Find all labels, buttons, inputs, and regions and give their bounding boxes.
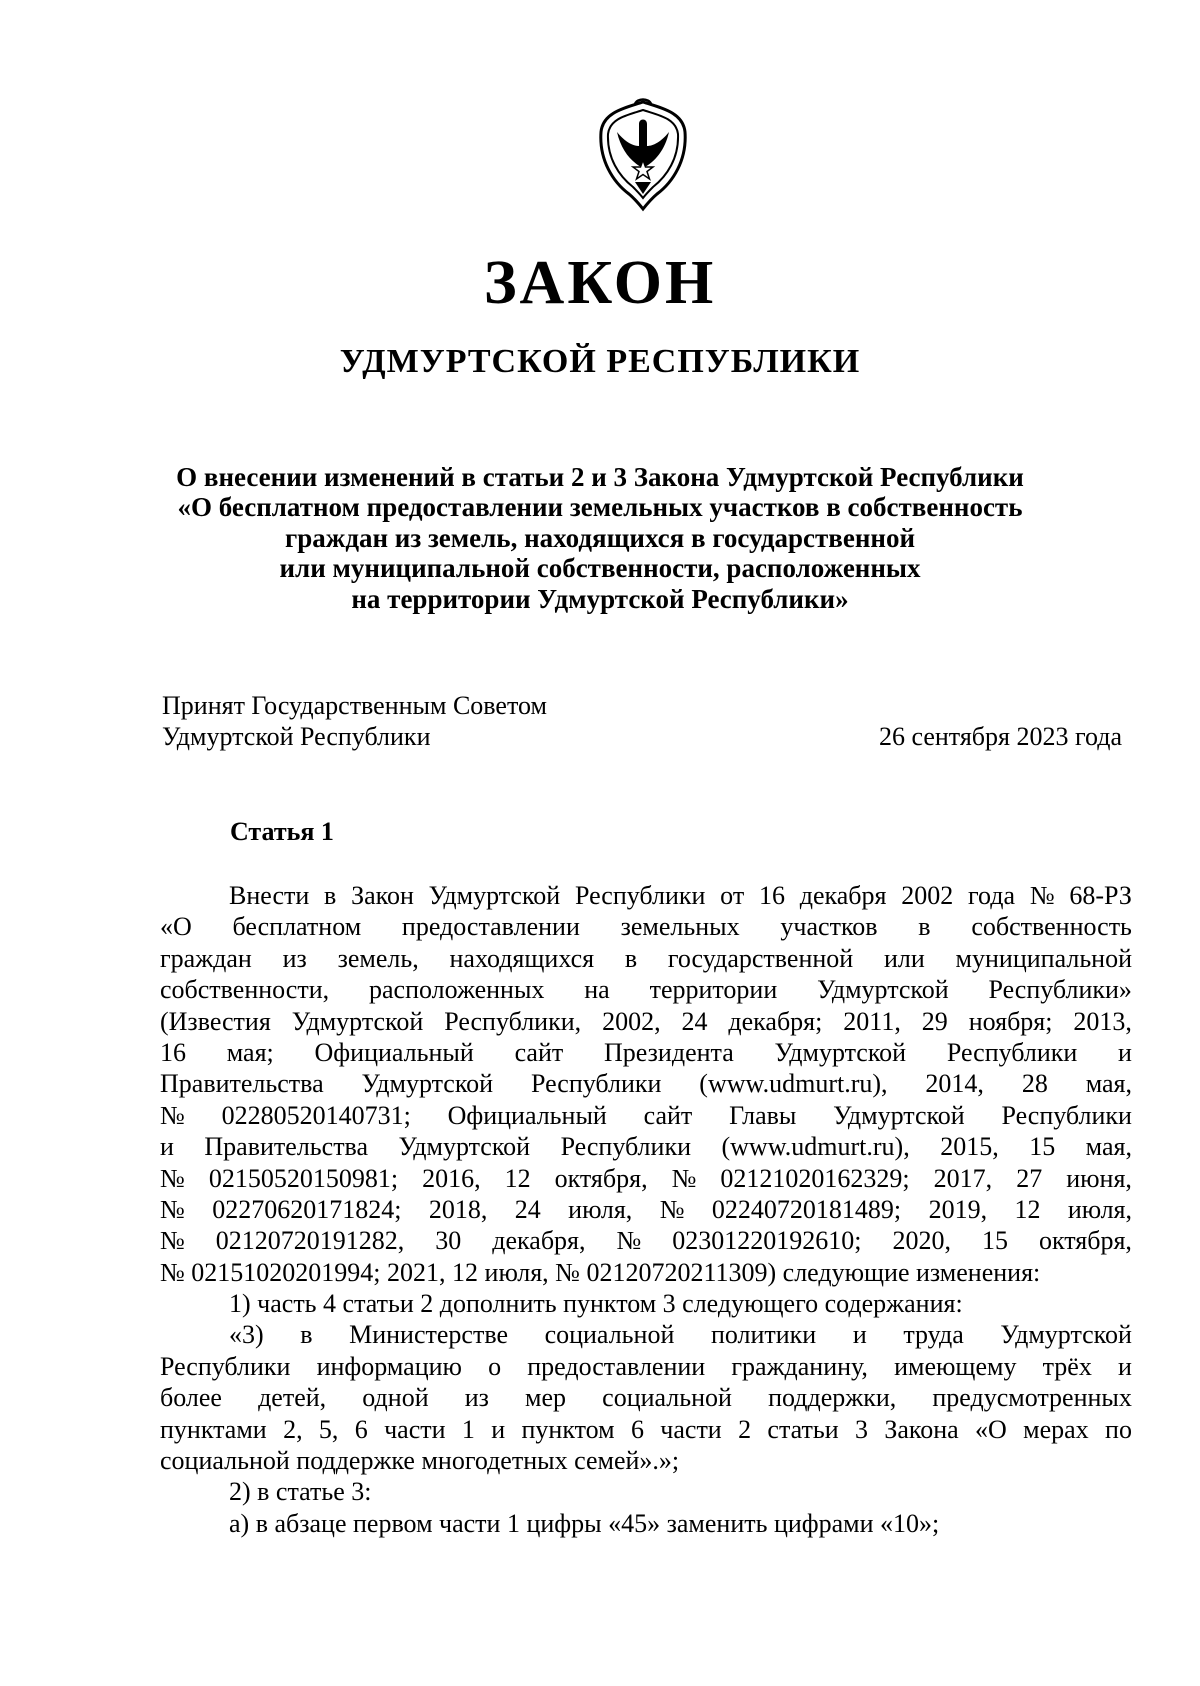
article-word: Удмуртской (291, 1006, 424, 1036)
article-word: Республики, (444, 1006, 582, 1036)
article-line-text: 1) часть 4 статьи 2 дополнить пунктом 3 следующего содержания: (229, 1289, 963, 1319)
article-word: 24 (514, 1194, 541, 1224)
article-line-text: социальной поддержке многодетных семей».»; (160, 1446, 680, 1476)
article-word: июля, (568, 1194, 633, 1224)
article-word: октября, (1038, 1226, 1132, 1256)
article-word: 02121020162329; (720, 1163, 910, 1193)
article-word: трёх (1042, 1351, 1092, 1381)
article-word: в (324, 881, 337, 910)
article-word: Удмуртской (361, 1069, 494, 1099)
article-word: Министерстве (349, 1320, 508, 1350)
article-word: 5, (318, 1414, 339, 1444)
article-word: в (918, 912, 931, 942)
article-word: 12 (1014, 1194, 1041, 1224)
article-word: 02270620171824; (212, 1194, 402, 1224)
article-word: 3 (854, 1414, 868, 1444)
article-word: пунктом (521, 1414, 615, 1444)
article-word: (www.udmurt.ru), (721, 1132, 910, 1162)
article-word: земельных (620, 912, 740, 942)
article-word: территории (649, 975, 778, 1005)
article-word: 2, (283, 1414, 303, 1444)
article-word: о (488, 1351, 502, 1381)
article-line (160, 880, 1132, 911)
article-word: Удмуртской (428, 881, 561, 910)
article-word: имеющему (894, 1351, 1017, 1381)
article-word: 24 (681, 1006, 708, 1036)
article-word: расположенных (368, 975, 545, 1005)
law-heading-line: О внесении изменений в статьи 2 и 3 Закона Удмуртской Республики (176, 462, 1024, 492)
article-word: 02150520150981; (208, 1163, 399, 1193)
article-word: 16 (160, 1037, 186, 1067)
adoption-line: Удмуртской Республики (162, 722, 431, 751)
article-word: 15 (981, 1226, 1008, 1256)
article-word: июля, (1067, 1194, 1132, 1224)
article-word: бесплатном (232, 912, 362, 942)
article-word: Президента (604, 1037, 734, 1067)
article-word: 6 (630, 1414, 644, 1444)
article-line-text: а) в абзаце первом части 1 цифры «45» заменить цифрами «10»; (229, 1508, 940, 1538)
article-title: Статья 1 (230, 817, 334, 846)
article-word: Республики (946, 1037, 1078, 1067)
article-word: мая, (1085, 1069, 1132, 1099)
article-word: на (584, 975, 610, 1005)
article-word: муниципальной (955, 943, 1132, 973)
article-word: Закона (884, 1414, 959, 1444)
document-subtitle: УДМУРТСКОЙ РЕСПУБЛИКИ (339, 343, 861, 380)
article-word: № (160, 1163, 185, 1193)
article-word: Официальный (314, 1037, 474, 1067)
article-word: 2 (738, 1414, 752, 1444)
article-word: 2020, (892, 1226, 951, 1256)
article-word: сайт (514, 1037, 564, 1067)
article-word: 2014, (925, 1069, 984, 1099)
article-word: Главы (729, 1100, 797, 1130)
article-word: информацию (316, 1351, 462, 1381)
article-word: по (1105, 1414, 1132, 1444)
law-heading-line: на территории Удмуртской Республики» (351, 583, 849, 614)
article-line (160, 974, 1132, 1005)
article-word: 16 (758, 881, 785, 910)
article-word: предоставлении (401, 912, 580, 942)
article-word: поддержки, (768, 1383, 897, 1413)
law-heading-line: граждан из земель, находящихся в государственной (284, 522, 916, 553)
article-word: 2002, (602, 1006, 661, 1036)
article-word: Правительства (160, 1069, 324, 1099)
article-word: социальной (544, 1320, 675, 1350)
article-word: № (616, 1226, 642, 1256)
article-line (160, 1288, 1132, 1319)
article-word: № (160, 1100, 185, 1130)
document-title: ЗАКОН (483, 249, 717, 317)
article-word: № (659, 1194, 685, 1224)
article-line (160, 1131, 1132, 1162)
article-word: Внести (229, 881, 310, 910)
adoption-date: 26 сентября 2023 года (878, 722, 1122, 751)
article-word: «3) (229, 1320, 264, 1350)
article-line (160, 1414, 1132, 1445)
article-word: Правительства (204, 1132, 369, 1162)
article-word: земель, (337, 943, 419, 973)
article-word: 02301220192610; (672, 1226, 862, 1256)
article-line (160, 1068, 1132, 1099)
article-word: из (282, 943, 307, 973)
article-word: 6 (354, 1414, 368, 1444)
adoption-info (162, 690, 547, 752)
article-word: Закон (351, 881, 414, 910)
article-word: в (300, 1320, 313, 1350)
article-word: 30 (435, 1226, 462, 1256)
article-word: гражданину, (731, 1351, 868, 1381)
article-word: 12 (504, 1163, 531, 1193)
article-line (160, 1225, 1132, 1256)
article-word: декабря (799, 881, 887, 910)
article-word: октября, (554, 1163, 648, 1193)
article-word: более (160, 1383, 222, 1413)
article-line (160, 911, 1132, 942)
article-word: № (1029, 881, 1055, 910)
law-heading-line: или муниципальной собственности, расположенных (279, 553, 921, 584)
article-word: Республики» (988, 975, 1132, 1005)
article-word: 68-РЗ (1069, 881, 1132, 910)
article-word: 27 (1016, 1163, 1043, 1193)
article-word: (Известия (160, 1006, 271, 1036)
article-word: Удмуртской (774, 1037, 907, 1067)
article-word: предусмотренных (932, 1383, 1132, 1413)
article-word: 2019, (928, 1194, 988, 1224)
article-line-text: № 02151020201994; 2021, 12 июля, № 02120720211309) следующие изменения: (160, 1257, 1041, 1287)
article-word: 28 (1021, 1069, 1048, 1099)
article-word: 2018, (428, 1194, 488, 1224)
article-word: Удмуртской (398, 1132, 531, 1162)
article-word: (www.udmurt.ru), (699, 1069, 888, 1099)
article-line-text: 2) в статье 3: (229, 1477, 372, 1507)
article-word: участков (780, 912, 878, 942)
article-word: собственность (971, 912, 1132, 942)
article-word: 2015, (940, 1132, 999, 1162)
article-word: одной (362, 1383, 429, 1413)
article-line (160, 1476, 1132, 1507)
article-word: сайт (643, 1100, 693, 1130)
article-word: 2013, (1073, 1006, 1132, 1036)
article-word: 1 (461, 1414, 475, 1444)
article-word: пунктами (160, 1414, 267, 1444)
article-line (160, 1351, 1132, 1382)
law-heading-line: «О бесплатном предоставлении земельных участков в собственность (177, 492, 1023, 523)
article-word: государственной (667, 943, 854, 973)
article-line (160, 1445, 1132, 1476)
article-word: политики (710, 1320, 817, 1350)
article-word: Республики (530, 1069, 662, 1099)
article-word: «О (160, 912, 192, 942)
article-word: и (491, 1414, 506, 1444)
article-word: или (883, 943, 925, 973)
article-word: 2017, (933, 1163, 993, 1193)
article-word: Удмуртской (833, 1100, 965, 1130)
article-word: Республики (1001, 1100, 1132, 1130)
article-line (160, 1194, 1132, 1225)
udmurt-coat-of-arms-icon (595, 98, 691, 212)
article-word: от (720, 881, 745, 910)
article-line (160, 1319, 1132, 1350)
article-word: Республики (574, 881, 706, 910)
article-word: 02240720181489; (711, 1194, 902, 1224)
article-word: 02280520140731; (221, 1100, 411, 1130)
article-word: находящихся (449, 943, 595, 973)
article-word: Удмуртской (1000, 1320, 1132, 1350)
article-word: Удмуртской (817, 975, 949, 1005)
article-word: 2002 (901, 881, 954, 910)
article-line (160, 1100, 1132, 1131)
adoption-line: Принят Государственным Советом (162, 691, 547, 720)
article-word: детей, (258, 1383, 327, 1413)
article-word: декабря, (492, 1226, 586, 1256)
article-word: части (660, 1414, 722, 1444)
article-word: предоставлении (527, 1351, 706, 1381)
article-word: года (968, 881, 1016, 910)
article-body (160, 880, 1132, 1539)
article-word: Республики (560, 1132, 691, 1162)
article-line (160, 1508, 1132, 1539)
article-word: 2011, (843, 1006, 901, 1036)
article-line (160, 1006, 1132, 1037)
article-line (160, 943, 1132, 974)
article-word: 02120720191282, (215, 1226, 405, 1256)
article-word: мая; (226, 1037, 274, 1067)
article-word: июня, (1066, 1163, 1132, 1193)
article-word: мер (525, 1383, 567, 1413)
article-word: № (160, 1226, 185, 1256)
article-line (160, 1163, 1132, 1194)
article-word: из (464, 1383, 489, 1413)
article-word: 29 (921, 1006, 948, 1036)
article-word: «О (975, 1414, 1007, 1444)
article-word: в (624, 943, 638, 973)
article-word: и (1118, 1351, 1132, 1381)
article-word: и (160, 1132, 174, 1162)
article-word: 2016, (422, 1163, 481, 1193)
article-word: граждан (160, 943, 252, 973)
article-word: декабря; (728, 1006, 823, 1036)
article-word: № (160, 1194, 185, 1224)
article-word: и (852, 1320, 867, 1350)
article-word: статьи (767, 1414, 839, 1444)
article-word: мая, (1085, 1132, 1132, 1162)
article-word: 15 (1029, 1132, 1056, 1162)
article-word: собственности, (160, 975, 330, 1005)
law-heading (150, 462, 1050, 614)
article-line (160, 1037, 1132, 1068)
article-word: социальной (602, 1383, 732, 1413)
article-line (160, 1382, 1132, 1413)
article-word: и (1118, 1037, 1132, 1067)
article-word: мерах (1023, 1414, 1089, 1444)
article-word: ноября; (968, 1006, 1053, 1036)
article-word: № (671, 1163, 697, 1193)
article-word: Официальный (447, 1100, 607, 1130)
article-line (160, 1257, 1132, 1288)
article-word: части (384, 1414, 446, 1444)
article-word: труда (903, 1320, 964, 1350)
article-word: Республики (160, 1351, 291, 1381)
